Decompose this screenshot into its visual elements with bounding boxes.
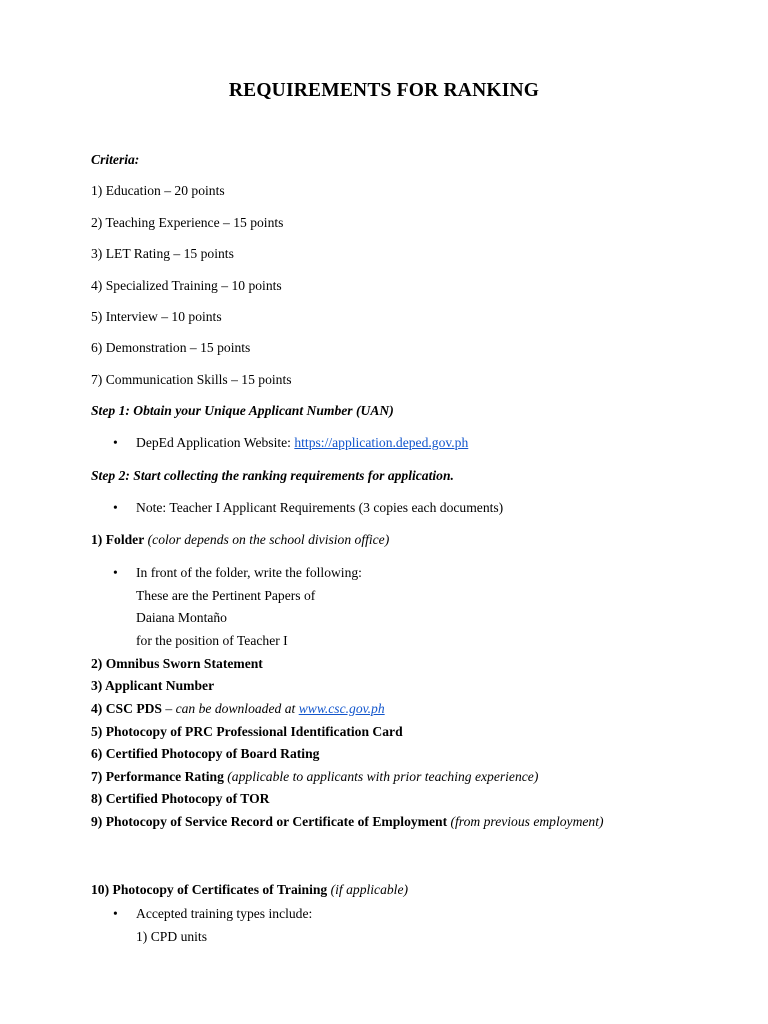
requirement-note: – can be downloaded at xyxy=(162,701,299,716)
requirement-omnibus: 2) Omnibus Sworn Statement xyxy=(91,656,263,671)
step1-heading: Step 1: Obtain your Unique Applicant Number (UAN) xyxy=(91,403,394,418)
requirement-tor: 8) Certified Photocopy of TOR xyxy=(91,791,270,806)
requirement-label: 10) Photocopy of Certificates of Training xyxy=(91,882,328,897)
requirement-label: 9) Photocopy of Service Record or Certificate of Employment xyxy=(91,814,448,829)
bullet-icon: • xyxy=(113,500,118,515)
requirement-prc-id: 5) Photocopy of PRC Professional Identification Card xyxy=(91,724,403,739)
csc-link[interactable]: www.csc.gov.ph xyxy=(298,701,385,716)
page-title: REQUIREMENTS FOR RANKING xyxy=(228,80,540,101)
training-sub-item: 1) CPD units xyxy=(136,929,208,944)
requirement-label: 4) CSC PDS xyxy=(91,701,162,716)
requirement-note: (if applicable) xyxy=(327,882,409,897)
criteria-item: 5) Interview – 10 points xyxy=(91,309,222,324)
bullet-icon: • xyxy=(113,906,118,921)
criteria-heading: Criteria: xyxy=(91,152,140,167)
requirement-note: (from previous employment) xyxy=(447,814,604,829)
requirement-performance-rating xyxy=(91,769,538,785)
deped-application-link[interactable]: https://application.deped.gov.ph xyxy=(294,435,469,450)
folder-line: These are the Pertinent Papers of xyxy=(136,588,316,603)
criteria-item: 7) Communication Skills – 15 points xyxy=(91,372,292,387)
training-bullet: Accepted training types include: xyxy=(136,906,313,921)
bullet-icon: • xyxy=(113,435,118,450)
requirement-training-certificates xyxy=(91,882,408,898)
step2-note: Note: Teacher I Applicant Requirements (3 copies each documents) xyxy=(136,500,504,515)
requirement-note: (color depends on the school division office) xyxy=(144,532,390,547)
criteria-item: 2) Teaching Experience – 15 points xyxy=(91,215,284,230)
folder-line: for the position of Teacher I xyxy=(136,633,288,648)
criteria-item: 3) LET Rating – 15 points xyxy=(91,246,234,261)
criteria-item: 4) Specialized Training – 10 points xyxy=(91,278,282,293)
step2-heading: Step 2: Start collecting the ranking requirements for application. xyxy=(91,468,454,483)
requirement-applicant-number: 3) Applicant Number xyxy=(91,678,215,693)
requirement-csc-pds xyxy=(91,701,385,717)
website-label: DepEd Application Website: xyxy=(136,435,295,450)
folder-bullet: In front of the folder, write the following: xyxy=(136,565,362,580)
requirement-service-record xyxy=(91,814,604,830)
step1-bullet xyxy=(136,435,468,451)
requirement-label: 1) Folder xyxy=(91,532,145,547)
requirement-board-rating: 6) Certified Photocopy of Board Rating xyxy=(91,746,320,761)
criteria-item: 1) Education – 20 points xyxy=(91,183,225,198)
criteria-item: 6) Demonstration – 15 points xyxy=(91,340,251,355)
requirement-label: 7) Performance Rating xyxy=(91,769,224,784)
folder-line: Daiana Montaño xyxy=(136,610,227,625)
requirement-note: (applicable to applicants with prior teaching experience) xyxy=(223,769,539,784)
bullet-icon: • xyxy=(113,565,118,580)
requirement-folder xyxy=(91,532,389,548)
